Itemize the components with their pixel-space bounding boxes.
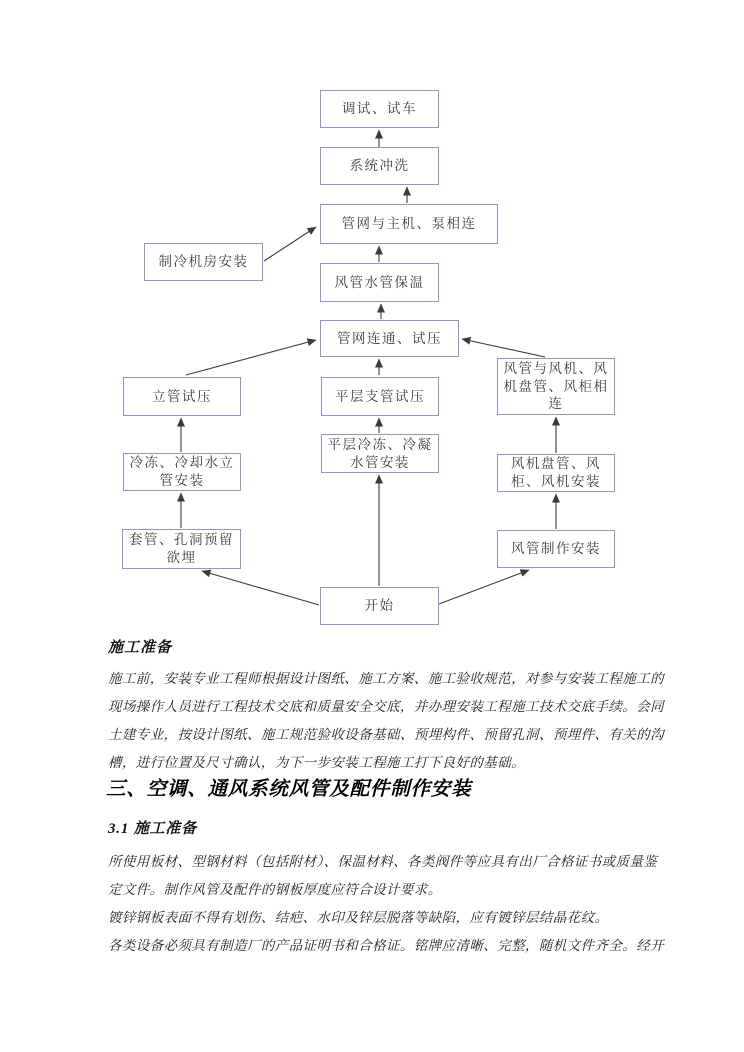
flow-node-system-flush: 系统冲洗 <box>320 147 439 185</box>
text-line: 镀锌钢板表面不得有划伤、结疤、水印及锌层脱落等缺陷，应有镀锌层结晶花纹。 <box>108 910 609 925</box>
text-line: 定文件。制作风管及配件的钢板厚度应符合设计要求。 <box>108 882 442 897</box>
flow-edge-start-to-ductfab <box>439 570 529 604</box>
text-line: 施工前，安装专业工程师根据设计图纸、施工方案、施工验收规范，对参与安装工程施工的 <box>108 671 664 686</box>
flow-node-floor-pipe-install: 平层冷冻、冷凝水管安装 <box>321 434 439 473</box>
flow-node-chiller-room: 制冷机房安装 <box>144 243 263 281</box>
flow-node-network-test: 管网连通、试压 <box>320 320 459 357</box>
flow-node-riser-install: 冷冻、冷却水立管安装 <box>123 453 241 491</box>
paragraph-materials-requirements <box>108 848 664 960</box>
flow-edge-start-to-sleeve <box>202 571 319 605</box>
flow-node-commissioning: 调试、试车 <box>320 90 439 128</box>
heading-construction-preparation: 施工准备 <box>108 640 173 656</box>
heading-3-1-construction-preparation: 3.1 施工准备 <box>108 821 197 837</box>
flow-node-riser-test: 立管试压 <box>123 377 241 416</box>
flow-node-fan-coil-install: 风机盘管、风柜、风机安装 <box>497 454 615 492</box>
text-line: 槽，进行位置及尺寸确认，为下一步安装工程施工打下良好的基础。 <box>108 755 525 770</box>
paragraph-construction-preparation <box>108 665 664 777</box>
text-line: 现场操作人员进行工程技术交底和质量安全交底，并办理安装工程施工技术交底手续。会同 <box>108 699 664 714</box>
text-line: 所使用板材、型钢材料（包括附材）、保温材料、各类阀件等应具有出厂合格证书或质量鉴 <box>108 854 658 869</box>
flow-node-sleeve-embed: 套管、孔洞预留欲埋 <box>122 529 241 569</box>
flow-edge-ductfan-to-networktest <box>462 339 545 357</box>
flow-node-insulation: 风管水管保温 <box>320 263 439 302</box>
text-line: 土建专业，按设计图纸、施工规范验收设备基础、预埋构件、预留孔洞、预埋件、有关的沟 <box>108 727 664 742</box>
flow-edge-chillerroom-to-main <box>264 227 316 261</box>
flow-node-duct-fabrication: 风管制作安装 <box>497 530 615 568</box>
flow-node-duct-fan-connect: 风管与风机、风机盘管、风柜相连 <box>497 358 615 415</box>
flow-edge-risertest-to-networktest <box>186 340 316 375</box>
flow-node-branch-test: 平层支管试压 <box>321 377 439 416</box>
flow-node-start: 开始 <box>320 587 439 625</box>
flow-node-network-to-main: 管网与主机、泵相连 <box>320 204 498 244</box>
text-line: 各类设备必须具有制造厂的产品证明书和合格证。铭牌应清晰、完整，随机文件齐全。经开 <box>108 938 664 953</box>
heading-section-three-duct-fabrication: 三、空调、通风系统风管及配件制作安装 <box>106 779 472 800</box>
